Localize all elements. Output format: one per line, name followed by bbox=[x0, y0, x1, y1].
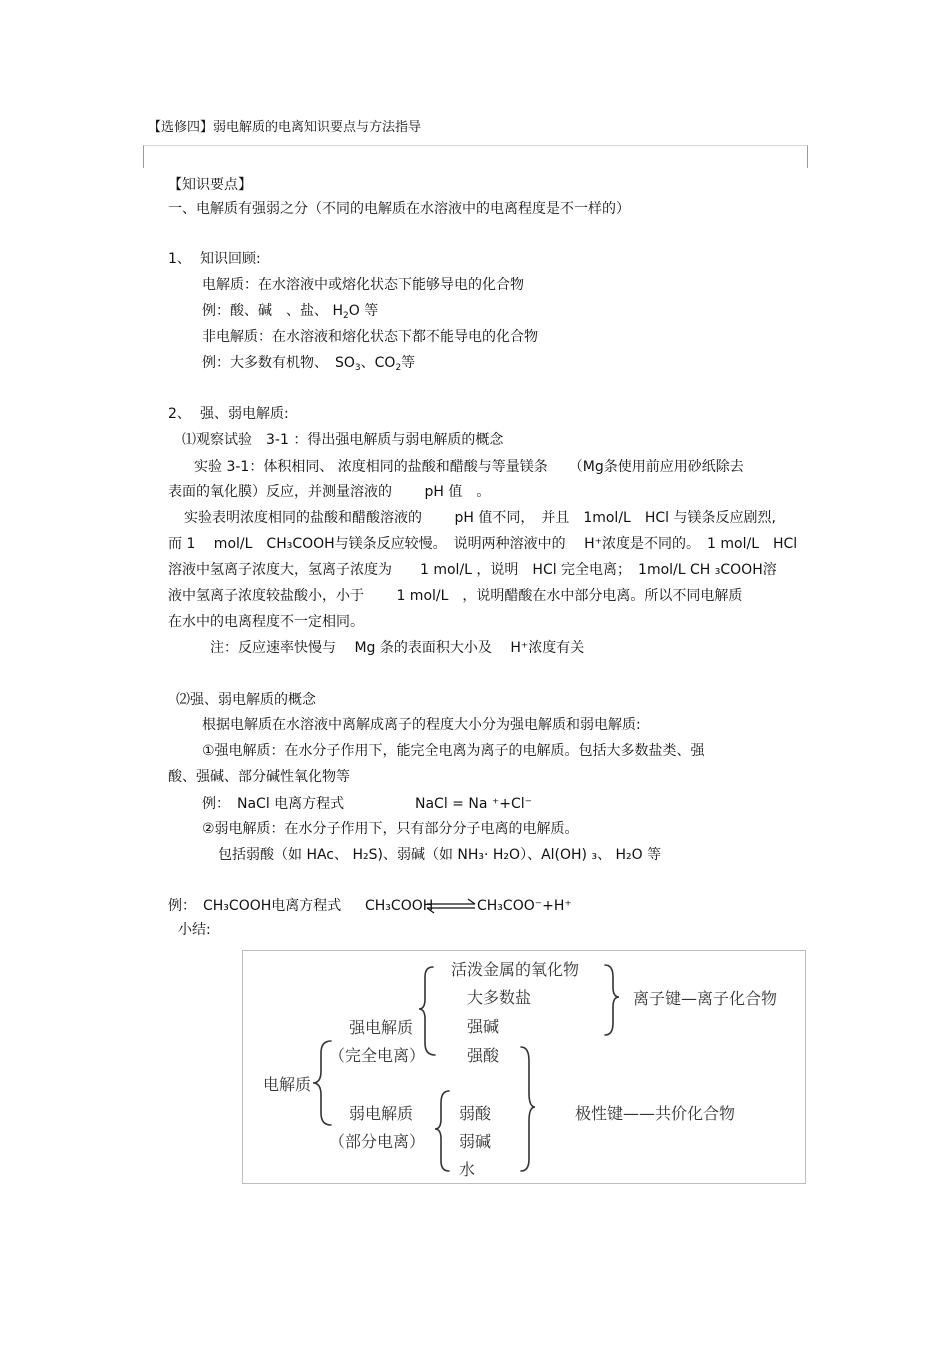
item-1-title: 知识回顾: bbox=[200, 251, 261, 267]
equation-right: CH₃COO⁻+H⁺ bbox=[477, 898, 572, 914]
item-1-number: 1、 bbox=[168, 251, 191, 267]
ionic-compound-label: 离子键—离子化合物 bbox=[633, 989, 778, 1008]
reversible-arrow-icon bbox=[425, 897, 477, 915]
experiment-line: 液中氢离子浓度较盐酸小，小于 1 mol/L ，说明醋酸在水中部分电离。所以不同电解质 bbox=[168, 588, 743, 604]
nacl-equation: NaCl = Na ⁺+Cl⁻ bbox=[415, 796, 533, 812]
nacl-example-label: 例： NaCl 电离方程式 bbox=[202, 796, 345, 812]
weak-electrolyte-note: （部分电离） bbox=[329, 1132, 426, 1151]
experiment-line: 表面的氧化膜）反应，并测量溶液的 pH 值 。 bbox=[168, 484, 491, 500]
electrolyte-classification-diagram bbox=[242, 950, 806, 1184]
experiment-line: 实验表明浓度相同的盐酸和醋酸溶液的 pH 值不同， 并且 1mol/L HCl 与镁条反应剧烈, bbox=[184, 510, 776, 526]
header-frame bbox=[143, 145, 808, 168]
strong-electrolyte-definition: ①强电解质：在水分子作用下，能完全电离为离子的电解质。包括大多数盐类、强 bbox=[202, 743, 705, 759]
experiment-title: ⑴观察试验 3-1 ：得出强电解质与弱电解质的概念 bbox=[182, 432, 504, 448]
electrolyte-example: 例：酸、碱 、盐、 $H_2O$ 等 bbox=[202, 303, 379, 321]
weak-electrolyte-node: 弱电解质 bbox=[349, 1104, 414, 1123]
section-title: 【知识要点】 bbox=[168, 177, 252, 193]
electrolyte-definition: 电解质：在水溶液中或熔化状态下能够导电的化合物 bbox=[202, 277, 524, 293]
covalent-compound-label: 极性键——共价化合物 bbox=[575, 1104, 736, 1123]
strong-electrolyte-note: （完全电离） bbox=[329, 1046, 426, 1065]
weak-electrolyte-examples: 包括弱酸（如 HAc、 H₂S)、弱碱（如 NH₃· H₂O）、Al(OH) ₃、 H₂O 等 bbox=[218, 847, 662, 863]
diagram-leaf: 弱碱 bbox=[459, 1132, 492, 1151]
nonelectrolyte-definition: 非电解质：在水溶液和熔化状态下都不能导电的化合物 bbox=[202, 329, 538, 345]
note-line: 注：反应速率快慢与 Mg 条的表面积大小及 H⁺浓度有关 bbox=[210, 640, 585, 656]
diagram-leaf: 弱酸 bbox=[459, 1104, 492, 1123]
equation-left: CH₃COOH bbox=[365, 898, 434, 914]
document-header: 【选修四】弱电解质的电离知识要点与方法指导 bbox=[148, 120, 422, 135]
heading-1: 一、电解质有强弱之分（不同的电解质在水溶液中的电离程度是不一样的） bbox=[168, 201, 630, 217]
diagram-root-label: 电解质 bbox=[263, 1075, 312, 1094]
weak-electrolyte-definition: ②弱电解质：在水分子作用下，只有部分分子电离的电解质。 bbox=[202, 821, 579, 837]
item-2-number: 2、 bbox=[168, 406, 191, 422]
acetic-acid-example-label: 例： CH₃COOH电离方程式 bbox=[168, 898, 342, 914]
concept-line: 酸、强碱、部分碱性氧化物等 bbox=[168, 769, 350, 785]
diagram-leaf: 大多数盐 bbox=[467, 988, 532, 1007]
experiment-line: 在水中的电离程度不一定相同。 bbox=[168, 614, 364, 630]
summary-label: 小结: bbox=[178, 922, 211, 938]
experiment-line: 溶液中氢离子浓度大，氢离子浓度为 1 mol/L ，说明 HCl 完全电离； 1mol/L CH ₃COOH溶 bbox=[168, 562, 777, 578]
diagram-leaf: 水 bbox=[459, 1160, 476, 1179]
diagram-leaf: 强碱 bbox=[467, 1017, 500, 1036]
concept-line: 根据电解质在水溶液中离解成离子的程度大小分为强电解质和弱电解质: bbox=[202, 717, 641, 733]
experiment-line: 而 1 mol/L CH₃COOH与镁条反应较慢。 说明两种溶液中的 H⁺浓度是不同的。 1 mol/L HCl bbox=[168, 536, 798, 552]
strong-electrolyte-node: 强电解质 bbox=[349, 1018, 414, 1037]
diagram-leaf: 强酸 bbox=[467, 1046, 500, 1065]
item-2-title: 强、弱电解质: bbox=[200, 406, 289, 422]
diagram-leaf: 活泼金属的氧化物 bbox=[451, 960, 580, 979]
nonelectrolyte-example: 例：大多数有机物、 $SO_3$、$CO_2$等 bbox=[202, 355, 416, 373]
experiment-line: 实验 3-1：体积相同、 浓度相同的盐酸和醋酸与等量镁条 （Mg条使用前应用砂纸除去 bbox=[194, 459, 744, 475]
concept-title: ⑵强、弱电解质的概念 bbox=[176, 692, 316, 708]
